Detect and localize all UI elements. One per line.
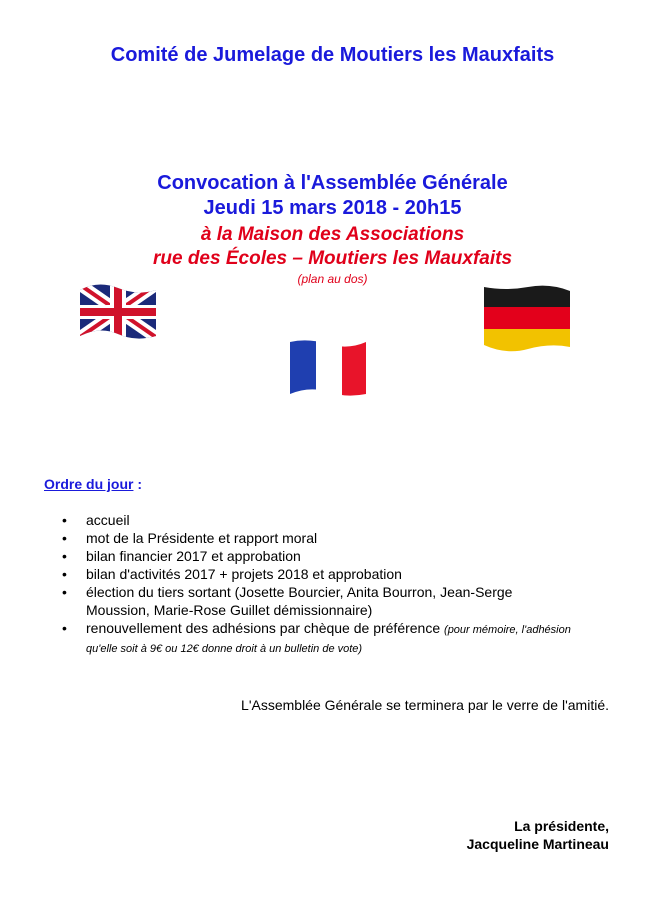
germany-flag-icon [480, 283, 574, 353]
bullet-icon: • [62, 620, 67, 636]
bullet-icon: • [62, 548, 67, 564]
page-title: Comité de Jumelage de Moutiers les Mauxfaits [110, 44, 555, 66]
list-item [60, 583, 580, 619]
list-item [60, 511, 580, 529]
list-item [60, 565, 580, 583]
meeting-date: Jeudi 15 mars 2018 - 20h15 [203, 197, 462, 219]
agenda-heading-label: Ordre du jour [44, 476, 134, 492]
agenda-heading [44, 476, 142, 492]
bullet-icon: • [62, 584, 67, 600]
france-flag-icon [288, 336, 368, 400]
venue-block [0, 223, 665, 271]
convocation-heading: Convocation à l'Assemblée Générale [157, 172, 508, 194]
list-item [60, 547, 580, 565]
list-item-text: mot de la Présidente et rapport moral [86, 530, 318, 546]
agenda-list [60, 511, 580, 657]
signature-block [467, 817, 609, 853]
bullet-icon: • [62, 566, 67, 582]
signature-name: Jacqueline Martineau [466, 836, 609, 852]
plan-note: (plan au dos) [297, 272, 368, 286]
list-item [60, 619, 580, 657]
venue-address: rue des Écoles – Moutiers les Mauxfaits [152, 248, 513, 269]
membership-note: (pour mémoire, l'adhésion qu'elle soit à 9€ ou 12€ donne droit à un bulletin de vote) [86, 624, 571, 655]
uk-flag-icon [76, 278, 158, 344]
bullet-icon: • [62, 530, 67, 546]
venue-name: à la Maison des Associations [200, 224, 465, 245]
agenda-heading-colon: : [133, 476, 143, 492]
signature-role: La présidente, [514, 818, 609, 834]
list-item [60, 529, 580, 547]
list-item-text: accueil [86, 512, 130, 528]
list-item-text: élection du tiers sortant (Josette Bourcier, Anita Bourron, Jean-Serge Moussion, Marie-Rose Guillet démissionnaire) [86, 584, 513, 618]
list-item-text: renouvellement des adhésions par chèque de préférence [86, 620, 445, 636]
list-item-text: bilan financier 2017 et approbation [86, 548, 301, 564]
list-item-text: bilan d'activités 2017 + projets 2018 et approbation [86, 566, 402, 582]
bullet-icon: • [62, 512, 67, 528]
closing-text: L'Assemblée Générale se terminera par le verre de l'amitié. [241, 697, 609, 713]
convocation-block [0, 171, 665, 221]
